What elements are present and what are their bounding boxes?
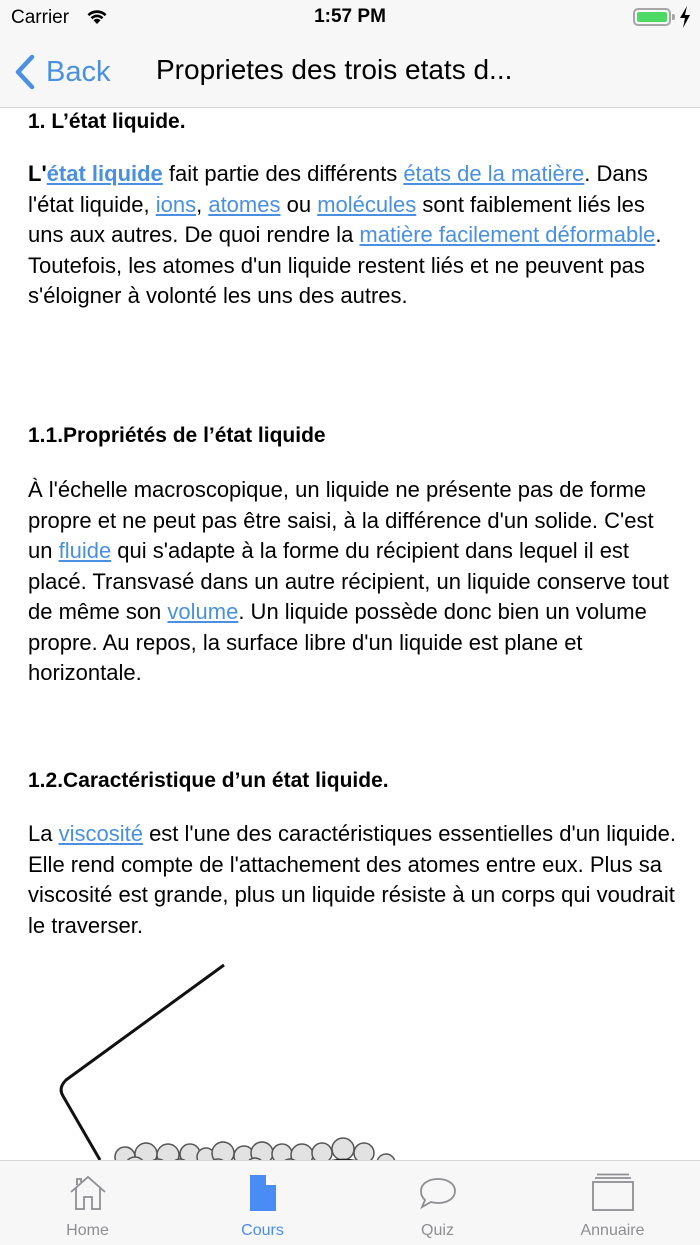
speech-bubble-icon xyxy=(418,1173,458,1213)
text: , xyxy=(196,191,209,217)
text: L' xyxy=(28,161,47,186)
link-etat-liquide[interactable]: état liquide xyxy=(46,161,163,186)
paragraph-1-1 xyxy=(28,475,678,689)
section-heading-1-1: 1.1.Propriétés de l’état liquide xyxy=(28,424,326,447)
tab-cours[interactable] xyxy=(175,1161,350,1245)
section-heading-1-2: 1.2.Caractéristique d’un état liquide. xyxy=(28,769,389,792)
page-title: Proprietes des trois etats d... xyxy=(156,54,513,85)
article-scroll-view[interactable] xyxy=(0,108,700,1160)
text: ou xyxy=(280,191,318,217)
back-label: Back xyxy=(46,55,111,88)
link-matiere-deformable[interactable]: matière facilement déformable xyxy=(359,222,656,247)
chevron-left-icon xyxy=(12,54,38,90)
carrier-label: Carrier xyxy=(11,7,70,28)
text: est l'une des caractéristiques essentielles d'un liquide. Elle rend compte de l'attachement des atomes entre eux. Plus sa viscosité est grande, plus un liquide résiste à un corps qui voudrait le traverser. xyxy=(28,821,676,938)
text: . Dans l'état liquide, xyxy=(28,161,648,217)
tab-label: Home xyxy=(66,1222,109,1239)
tab-label: Quiz xyxy=(421,1222,454,1239)
text: La xyxy=(28,821,59,846)
tab-label: Annuaire xyxy=(580,1222,645,1239)
paragraph-1 xyxy=(28,159,678,312)
link-fluide[interactable]: fluide xyxy=(58,538,112,563)
text: À l'échelle macroscopique, un liquide ne présente pas de forme propre et ne peut pas être saisi, à la différence d'un solide. C'est un xyxy=(28,477,654,563)
text: sont faiblement liés les uns aux autres. De quoi rendre la xyxy=(28,191,645,247)
paragraph-1-2 xyxy=(28,819,678,941)
back-button[interactable] xyxy=(12,50,110,94)
text: . Un liquide possède donc bien un volume propre. Au repos, la surface libre d'un liquide est plane et horizontale. xyxy=(28,599,647,685)
tab-home[interactable] xyxy=(0,1161,175,1245)
section-heading-1: 1. L’état liquide. xyxy=(28,110,186,133)
navigation-bar xyxy=(0,36,700,108)
house-icon xyxy=(68,1173,108,1213)
folder-stack-icon xyxy=(589,1173,637,1213)
tab-annuaire[interactable] xyxy=(525,1161,700,1245)
battery-icon xyxy=(633,8,671,26)
status-bar xyxy=(0,0,700,36)
tab-label: Cours xyxy=(241,1222,284,1239)
charging-bolt-icon xyxy=(679,6,691,33)
text: . Toutefois, les atomes d'un liquide restent liés et ne peuvent pas s'éloigner à volonté les uns des autres. xyxy=(28,222,662,308)
link-etats-de-la-matiere[interactable]: états de la matière xyxy=(403,161,585,186)
battery-nub xyxy=(672,14,675,20)
clock: 1:57 PM xyxy=(314,6,386,27)
tab-bar xyxy=(0,1160,700,1245)
link-atomes[interactable]: atomes xyxy=(208,191,281,217)
link-viscosite[interactable]: viscosité xyxy=(58,821,143,846)
liquid-particles-illustration xyxy=(50,960,410,1160)
tab-quiz[interactable] xyxy=(350,1161,525,1245)
link-molecules[interactable]: molécules xyxy=(317,191,417,217)
document-icon xyxy=(248,1173,278,1213)
link-ions[interactable]: ions xyxy=(155,191,197,217)
link-volume[interactable]: volume xyxy=(167,599,239,624)
text: fait partie des différents xyxy=(162,161,404,186)
text: qui s'adapte à la forme du récipient dans lequel il est placé. Transvasé dans un autre récipient, un liquide conserve tout de même son xyxy=(28,538,669,624)
